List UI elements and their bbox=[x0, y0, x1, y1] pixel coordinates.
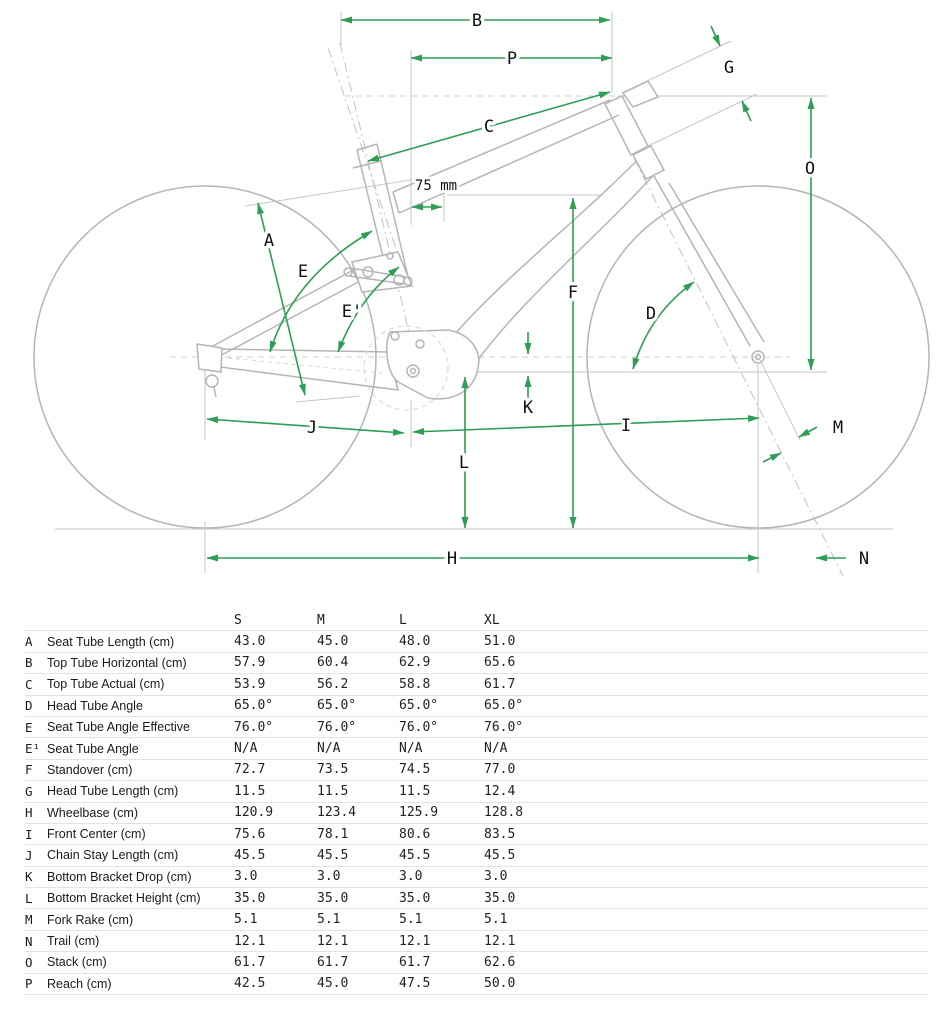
row-value-l: 48.0 bbox=[399, 634, 431, 650]
header-spacer bbox=[25, 610, 47, 631]
row-value-m: 11.5 bbox=[317, 783, 349, 799]
table-row bbox=[25, 738, 928, 759]
table-row bbox=[25, 845, 928, 866]
row-value-l: 61.7 bbox=[399, 954, 431, 970]
row-value-xl: 12.4 bbox=[484, 783, 516, 799]
row-value-m: N/A bbox=[317, 741, 341, 757]
row-value-l: 11.5 bbox=[399, 783, 431, 799]
row-value-m: 45.0 bbox=[317, 634, 349, 650]
size-header-m: M bbox=[317, 610, 399, 631]
table-row bbox=[25, 631, 928, 652]
row-value-xl: 51.0 bbox=[484, 634, 516, 650]
row-value-m: 56.2 bbox=[317, 676, 349, 692]
row-value-m: 65.0° bbox=[317, 698, 357, 714]
row-letter: L bbox=[25, 890, 33, 906]
row-letter: P bbox=[25, 976, 33, 992]
row-label: Chain Stay Length (cm) bbox=[47, 848, 179, 863]
row-label: Bottom Bracket Height (cm) bbox=[47, 891, 201, 906]
row-label: Seat Tube Angle bbox=[47, 741, 139, 756]
row-label: Seat Tube Angle Effective bbox=[47, 720, 190, 735]
row-value-xl: N/A bbox=[484, 741, 508, 757]
row-value-s: 43.0 bbox=[234, 634, 266, 650]
dim-label-N: N bbox=[858, 549, 870, 569]
dim-label-D: D bbox=[645, 304, 657, 324]
row-letter: K bbox=[25, 869, 33, 885]
table-row bbox=[25, 823, 928, 844]
row-value-s: 42.5 bbox=[234, 976, 266, 992]
row-value-l: 58.8 bbox=[399, 676, 431, 692]
dim-label-G: G bbox=[723, 58, 735, 78]
table-row bbox=[25, 674, 928, 695]
row-label: Top Tube Horizontal (cm) bbox=[47, 655, 187, 670]
row-value-s: 11.5 bbox=[234, 783, 266, 799]
table-row bbox=[25, 909, 928, 930]
row-value-s: 45.5 bbox=[234, 847, 266, 863]
row-value-xl: 5.1 bbox=[484, 912, 508, 928]
row-letter: C bbox=[25, 676, 33, 692]
row-letter: E¹ bbox=[25, 741, 41, 757]
row-value-s: 3.0 bbox=[234, 869, 258, 885]
row-value-xl: 3.0 bbox=[484, 869, 508, 885]
geometry-table-body bbox=[25, 631, 928, 995]
row-label: Fork Rake (cm) bbox=[47, 912, 134, 927]
row-letter: B bbox=[25, 655, 33, 671]
row-value-s: 76.0° bbox=[234, 719, 274, 735]
table-row bbox=[25, 695, 928, 716]
row-value-s: 61.7 bbox=[234, 954, 266, 970]
table-row bbox=[25, 866, 928, 887]
row-value-l: 47.5 bbox=[399, 976, 431, 992]
row-value-l: 12.1 bbox=[399, 933, 431, 949]
table-row bbox=[25, 973, 928, 994]
row-letter: I bbox=[25, 826, 33, 842]
dim-label-I: I bbox=[620, 416, 632, 436]
row-letter: N bbox=[25, 933, 33, 949]
row-value-xl: 45.5 bbox=[484, 847, 516, 863]
size-header-l: L bbox=[399, 610, 484, 631]
row-value-l: 62.9 bbox=[399, 655, 431, 671]
row-value-m: 3.0 bbox=[317, 869, 341, 885]
table-row bbox=[25, 781, 928, 802]
dim-label-M: M bbox=[832, 418, 844, 438]
row-value-s: 57.9 bbox=[234, 655, 266, 671]
row-letter: E bbox=[25, 719, 33, 735]
row-label: Standover (cm) bbox=[47, 762, 133, 777]
row-value-xl: 61.7 bbox=[484, 676, 516, 692]
row-label: Trail (cm) bbox=[47, 934, 100, 949]
row-value-xl: 83.5 bbox=[484, 826, 516, 842]
dim-label-E: E bbox=[297, 262, 309, 282]
row-letter: A bbox=[25, 634, 33, 650]
row-value-m: 5.1 bbox=[317, 912, 341, 928]
row-value-m: 76.0° bbox=[317, 719, 357, 735]
row-value-xl: 62.6 bbox=[484, 954, 516, 970]
size-header-s: S bbox=[234, 610, 317, 631]
row-value-l: 5.1 bbox=[399, 912, 423, 928]
geometry-table bbox=[25, 610, 928, 995]
row-label: Head Tube Length (cm) bbox=[47, 784, 179, 799]
row-value-m: 45.0 bbox=[317, 976, 349, 992]
dim-label-K: K bbox=[522, 398, 534, 418]
dim-label-P: P bbox=[506, 49, 518, 69]
row-label: Wheelbase (cm) bbox=[47, 805, 138, 820]
row-value-s: 12.1 bbox=[234, 933, 266, 949]
row-label: Bottom Bracket Drop (cm) bbox=[47, 869, 192, 884]
table-row bbox=[25, 952, 928, 973]
row-value-m: 73.5 bbox=[317, 762, 349, 778]
row-letter: D bbox=[25, 698, 33, 714]
row-value-s: 65.0° bbox=[234, 698, 274, 714]
row-value-xl: 65.0° bbox=[484, 698, 524, 714]
table-row bbox=[25, 802, 928, 823]
dim-label-J: J bbox=[306, 418, 318, 438]
table-row bbox=[25, 888, 928, 909]
row-value-xl: 65.6 bbox=[484, 655, 516, 671]
row-letter: O bbox=[25, 954, 33, 970]
row-value-m: 123.4 bbox=[317, 805, 357, 821]
row-value-m: 60.4 bbox=[317, 655, 349, 671]
row-value-l: 3.0 bbox=[399, 869, 423, 885]
row-value-xl: 35.0 bbox=[484, 890, 516, 906]
row-letter: F bbox=[25, 762, 33, 778]
dim-label-E1: E' bbox=[341, 302, 363, 322]
row-value-l: 45.5 bbox=[399, 847, 431, 863]
row-letter: H bbox=[25, 805, 33, 821]
row-label: Reach (cm) bbox=[47, 976, 112, 991]
row-value-s: 35.0 bbox=[234, 890, 266, 906]
table-row bbox=[25, 652, 928, 673]
dimension-labels bbox=[264, 11, 869, 569]
row-value-s: 5.1 bbox=[234, 912, 258, 928]
row-value-l: 76.0° bbox=[399, 719, 439, 735]
row-label: Front Center (cm) bbox=[47, 827, 146, 842]
table-row bbox=[25, 930, 928, 951]
row-value-l: 65.0° bbox=[399, 698, 439, 714]
row-value-l: 35.0 bbox=[399, 890, 431, 906]
dim-label-L: L bbox=[458, 453, 470, 473]
row-value-s: 75.6 bbox=[234, 826, 266, 842]
dimension-arrows bbox=[207, 20, 846, 558]
row-value-m: 45.5 bbox=[317, 847, 349, 863]
row-value-xl: 128.8 bbox=[484, 805, 524, 821]
frame-drawing bbox=[197, 81, 764, 410]
row-value-l: 80.6 bbox=[399, 826, 431, 842]
dim-label-O: O bbox=[804, 159, 816, 179]
dim-label-B: B bbox=[471, 11, 483, 31]
row-value-s: 72.7 bbox=[234, 762, 266, 778]
row-letter: G bbox=[25, 783, 33, 799]
row-value-s: N/A bbox=[234, 741, 258, 757]
dim-label-H: H bbox=[446, 549, 458, 569]
row-letter: M bbox=[25, 912, 33, 928]
size-header-xl: XL bbox=[484, 610, 561, 631]
row-value-m: 61.7 bbox=[317, 954, 349, 970]
row-value-m: 12.1 bbox=[317, 933, 349, 949]
dim-label-F: F bbox=[567, 283, 579, 303]
row-value-l: N/A bbox=[399, 741, 423, 757]
row-value-s: 120.9 bbox=[234, 805, 274, 821]
annotation-75mm: 75 mm bbox=[414, 178, 458, 194]
row-label: Seat Tube Length (cm) bbox=[47, 634, 175, 649]
row-label: Top Tube Actual (cm) bbox=[47, 677, 165, 692]
row-value-l: 125.9 bbox=[399, 805, 439, 821]
row-value-m: 35.0 bbox=[317, 890, 349, 906]
row-label: Head Tube Angle bbox=[47, 698, 143, 713]
row-label: Stack (cm) bbox=[47, 955, 107, 970]
row-value-xl: 76.0° bbox=[484, 719, 524, 735]
reference-lines bbox=[55, 12, 893, 576]
row-value-m: 78.1 bbox=[317, 826, 349, 842]
row-value-xl: 77.0 bbox=[484, 762, 516, 778]
size-header-row bbox=[25, 610, 928, 631]
row-value-l: 74.5 bbox=[399, 762, 431, 778]
row-letter: J bbox=[25, 847, 33, 863]
dim-label-C: C bbox=[483, 117, 495, 137]
table-row bbox=[25, 759, 928, 780]
row-value-xl: 12.1 bbox=[484, 933, 516, 949]
row-value-xl: 50.0 bbox=[484, 976, 516, 992]
dim-label-A: A bbox=[263, 231, 275, 251]
row-value-s: 53.9 bbox=[234, 676, 266, 692]
table-row bbox=[25, 716, 928, 737]
header-spacer bbox=[47, 610, 234, 631]
